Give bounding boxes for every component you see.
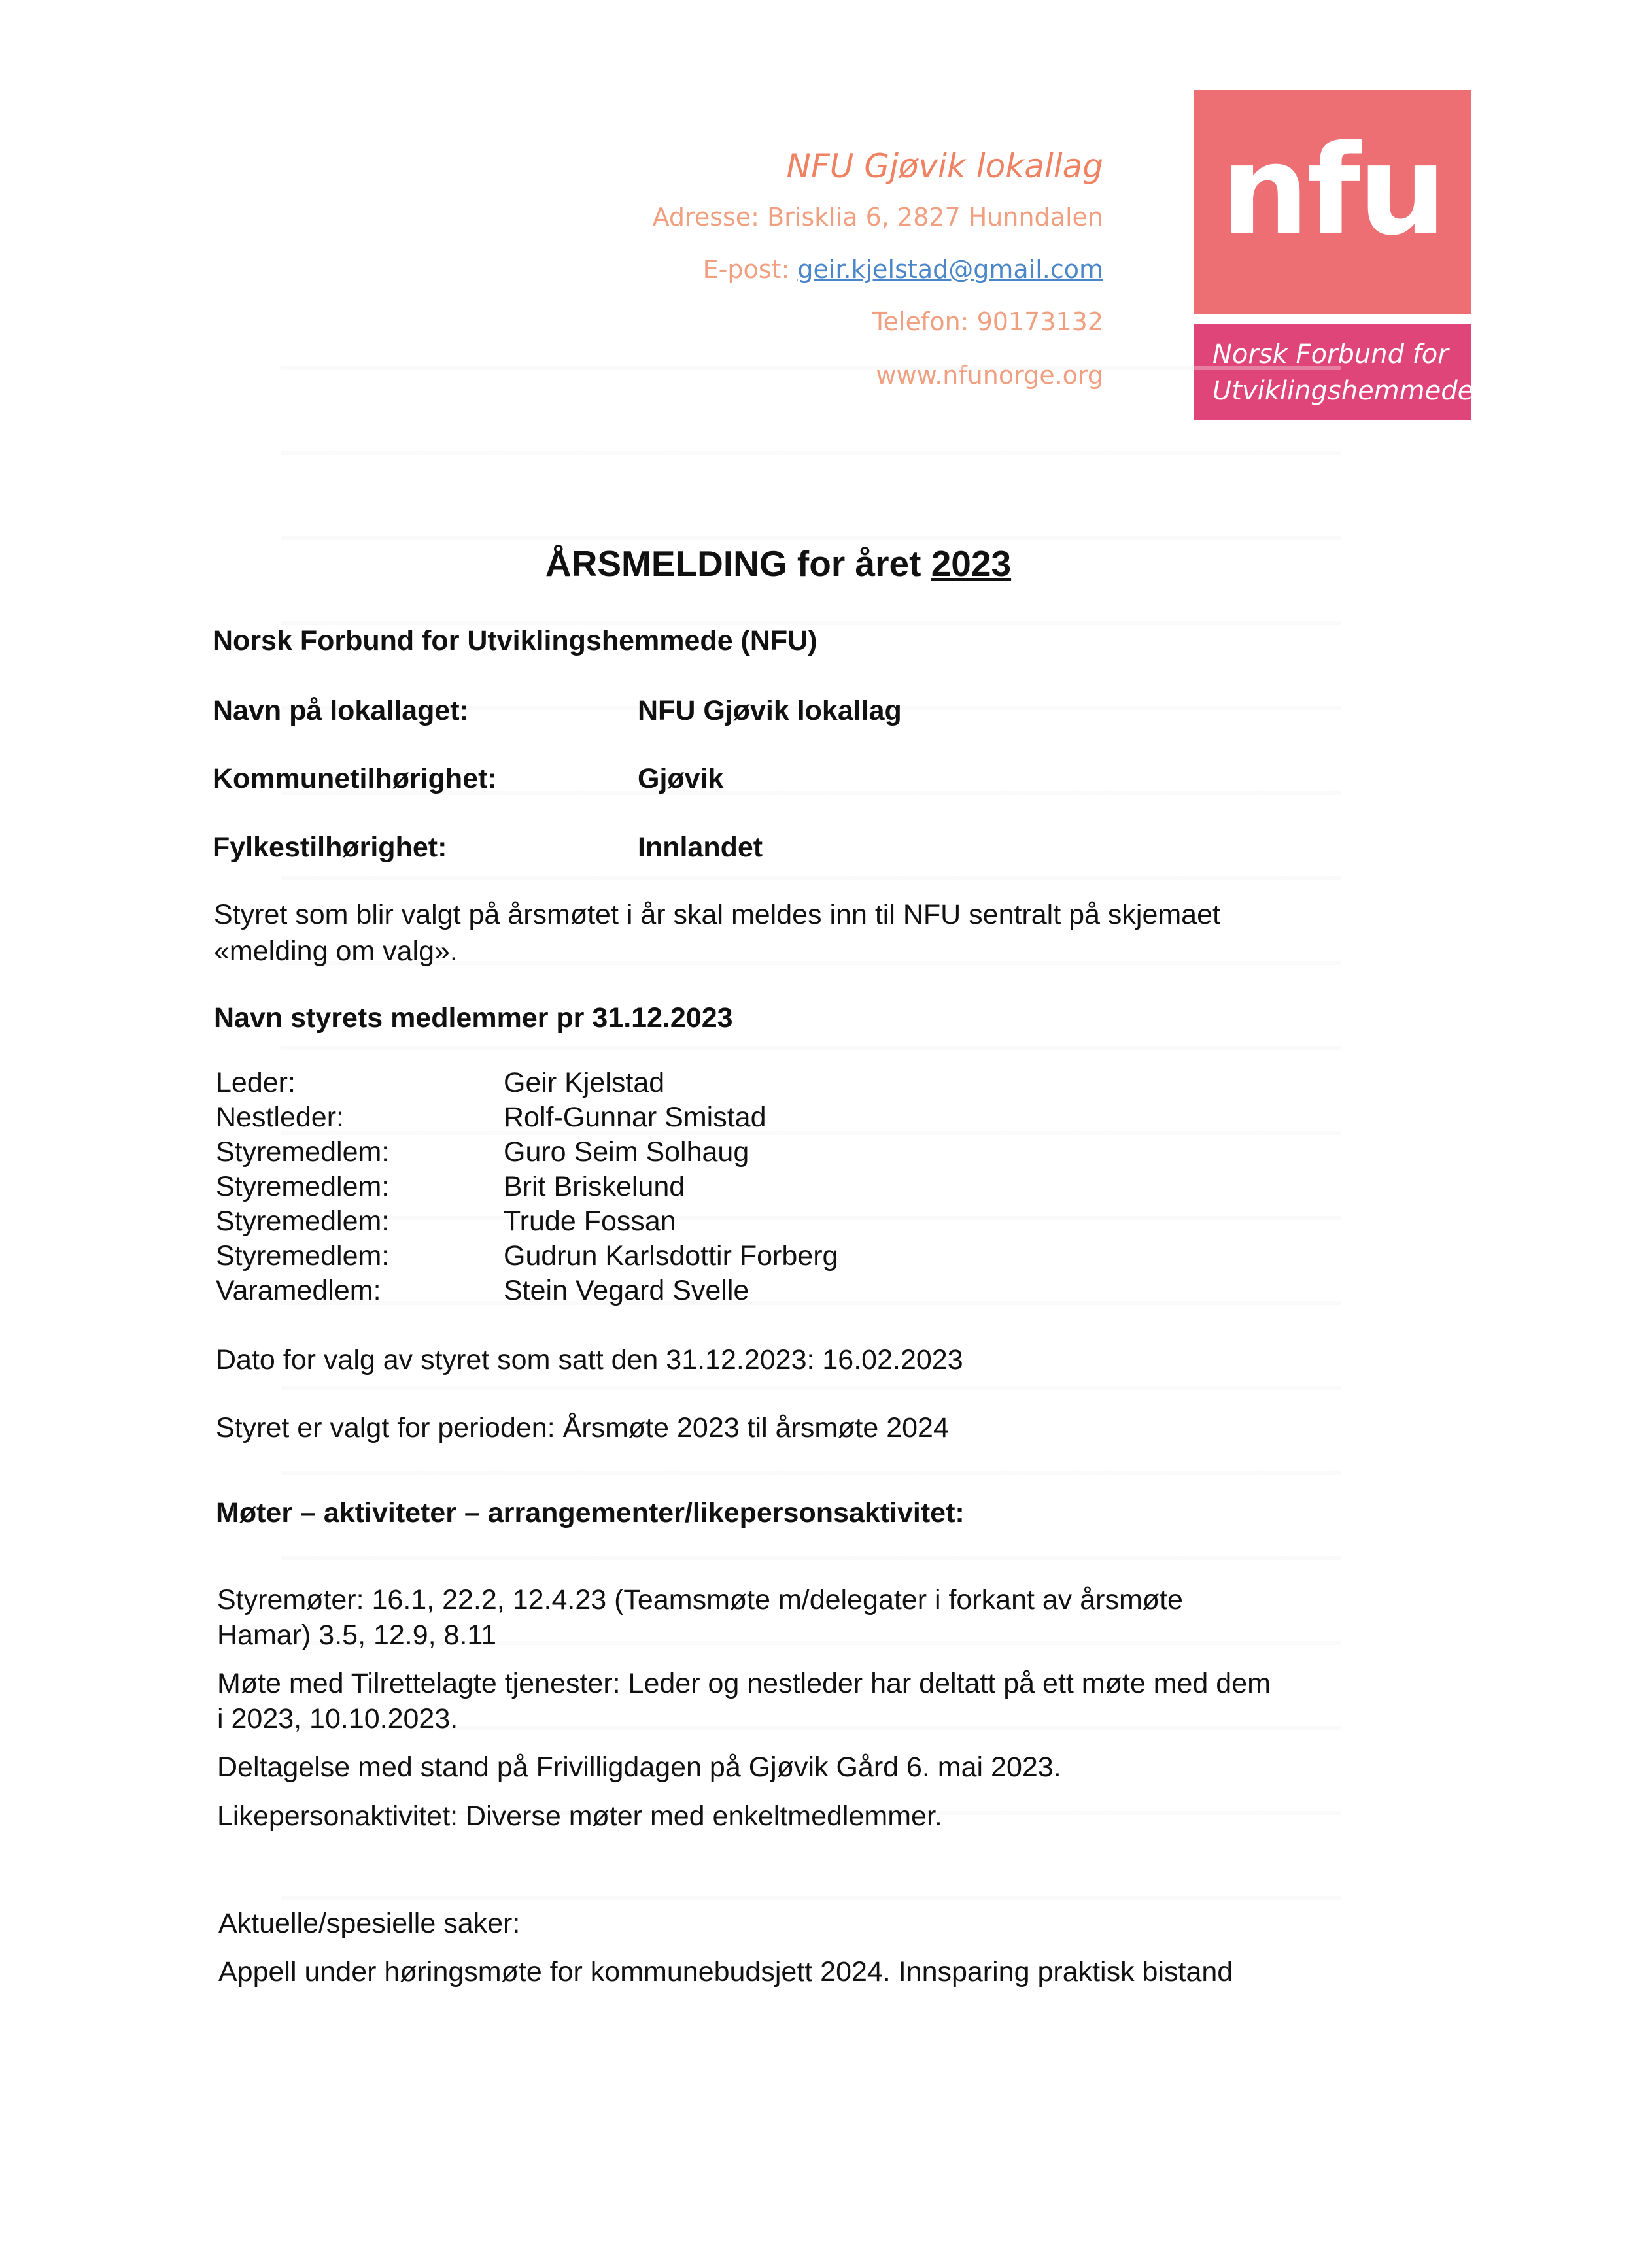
title-year: 2023 bbox=[931, 543, 1012, 584]
special-heading: Aktuelle/spesielle saker: bbox=[218, 1908, 521, 1939]
board-member-name: Brit Briskelund bbox=[504, 1171, 685, 1202]
board-row bbox=[216, 1100, 1131, 1135]
email-label: E-post: bbox=[702, 255, 790, 284]
services-line-2: i 2023, 10.10.2023. bbox=[217, 1703, 458, 1735]
field-value-fylke: Innlandet bbox=[638, 832, 763, 863]
nfu-logo-wordmark: nfu bbox=[1220, 118, 1445, 263]
board-row bbox=[216, 1066, 1131, 1100]
intro-line-1: Styret som blir valgt på årsmøtet i år skal meldes inn til NFU sentralt på skjemaet bbox=[214, 899, 1220, 930]
board-period: Styret er valgt for perioden: Årsmøte 2023 til årsmøte 2024 bbox=[216, 1412, 949, 1444]
stand-line: Deltagelse med stand på Frivilligdagen på Gjøvik Gård 6. mai 2023. bbox=[217, 1752, 1061, 1783]
board-role: Styremedlem: bbox=[216, 1240, 390, 1272]
page-title bbox=[0, 543, 1556, 584]
nfu-logo bbox=[1194, 90, 1471, 314]
field-label-kommune: Kommunetilhørighet: bbox=[213, 763, 497, 794]
activities-heading: Møter – aktiviteter – arrangementer/likepersonsaktivitet: bbox=[216, 1497, 965, 1529]
board-role: Styremedlem: bbox=[216, 1206, 390, 1237]
letterhead-email bbox=[703, 255, 1103, 284]
board-meetings-line-1: Styremøter: 16.1, 22.2, 12.4.23 (Teamsmøte m/delegater i forkant av årsmøte bbox=[217, 1584, 1183, 1616]
address-label: Adresse: bbox=[652, 203, 759, 231]
letterhead-org-name: NFU Gjøvik lokallag bbox=[786, 147, 1103, 185]
field-value-kommune: Gjøvik bbox=[638, 763, 724, 794]
board-member-name: Guro Seim Solhaug bbox=[504, 1136, 749, 1168]
letterhead-website: www.nfunorge.org bbox=[876, 361, 1103, 390]
board-member-name: Rolf-Gunnar Smistad bbox=[504, 1102, 766, 1133]
special-text: Appell under høringsmøte for kommunebudsjett 2024. Innsparing praktisk bistand bbox=[218, 1956, 1233, 1988]
board-role: Varamedlem: bbox=[216, 1275, 381, 1306]
email-link[interactable]: geir.kjelstad@gmail.com bbox=[797, 255, 1103, 284]
field-label-fylke: Fylkestilhørighet: bbox=[213, 832, 447, 863]
board-meetings-line-2: Hamar) 3.5, 12.9, 8.11 bbox=[217, 1619, 497, 1651]
title-prefix: ÅRSMELDING for året bbox=[545, 543, 921, 584]
field-value-lokallag: NFU Gjøvik lokallag bbox=[638, 695, 902, 726]
board-role: Nestleder: bbox=[216, 1102, 344, 1133]
board-member-name: Stein Vegard Svelle bbox=[504, 1275, 749, 1306]
address-value: Brisklia 6, 2827 Hunndalen bbox=[767, 203, 1103, 231]
phone-label: Telefon: bbox=[872, 307, 969, 336]
phone-value: 90173132 bbox=[976, 307, 1103, 336]
board-member-name: Gudrun Karlsdottir Forberg bbox=[504, 1240, 838, 1272]
tagline-line-2: Utviklingshemmede bbox=[1212, 376, 1474, 406]
board-member-name: Geir Kjelstad bbox=[504, 1067, 665, 1098]
board-role: Styremedlem: bbox=[216, 1171, 390, 1202]
board-member-name: Trude Fossan bbox=[504, 1206, 676, 1237]
organization-heading: Norsk Forbund for Utviklingshemmede (NFU) bbox=[213, 625, 817, 656]
board-role: Leder: bbox=[216, 1067, 296, 1098]
election-date: Dato for valg av styret som satt den 31.12.2023: 16.02.2023 bbox=[216, 1344, 963, 1376]
services-line-1: Møte med Tilrettelagte tjenester: Leder og nestleder har deltatt på ett møte med dem bbox=[217, 1668, 1271, 1699]
tagline-line-1: Norsk Forbund for bbox=[1212, 339, 1449, 369]
board-row bbox=[216, 1274, 1131, 1308]
board-role: Styremedlem: bbox=[216, 1136, 390, 1168]
board-row bbox=[216, 1170, 1131, 1204]
board-heading: Navn styrets medlemmer pr 31.12.2023 bbox=[214, 1002, 733, 1034]
board-row bbox=[216, 1239, 1131, 1274]
board-row bbox=[216, 1204, 1131, 1239]
field-label-lokallag: Navn på lokallaget: bbox=[213, 695, 469, 726]
board-list bbox=[216, 1066, 1131, 1308]
intro-line-2: «melding om valg». bbox=[214, 936, 458, 967]
board-row bbox=[216, 1135, 1131, 1170]
peer-activity-line: Likepersonaktivitet: Diverse møter med enkeltmedlemmer. bbox=[217, 1801, 942, 1832]
letterhead-address bbox=[653, 203, 1103, 231]
